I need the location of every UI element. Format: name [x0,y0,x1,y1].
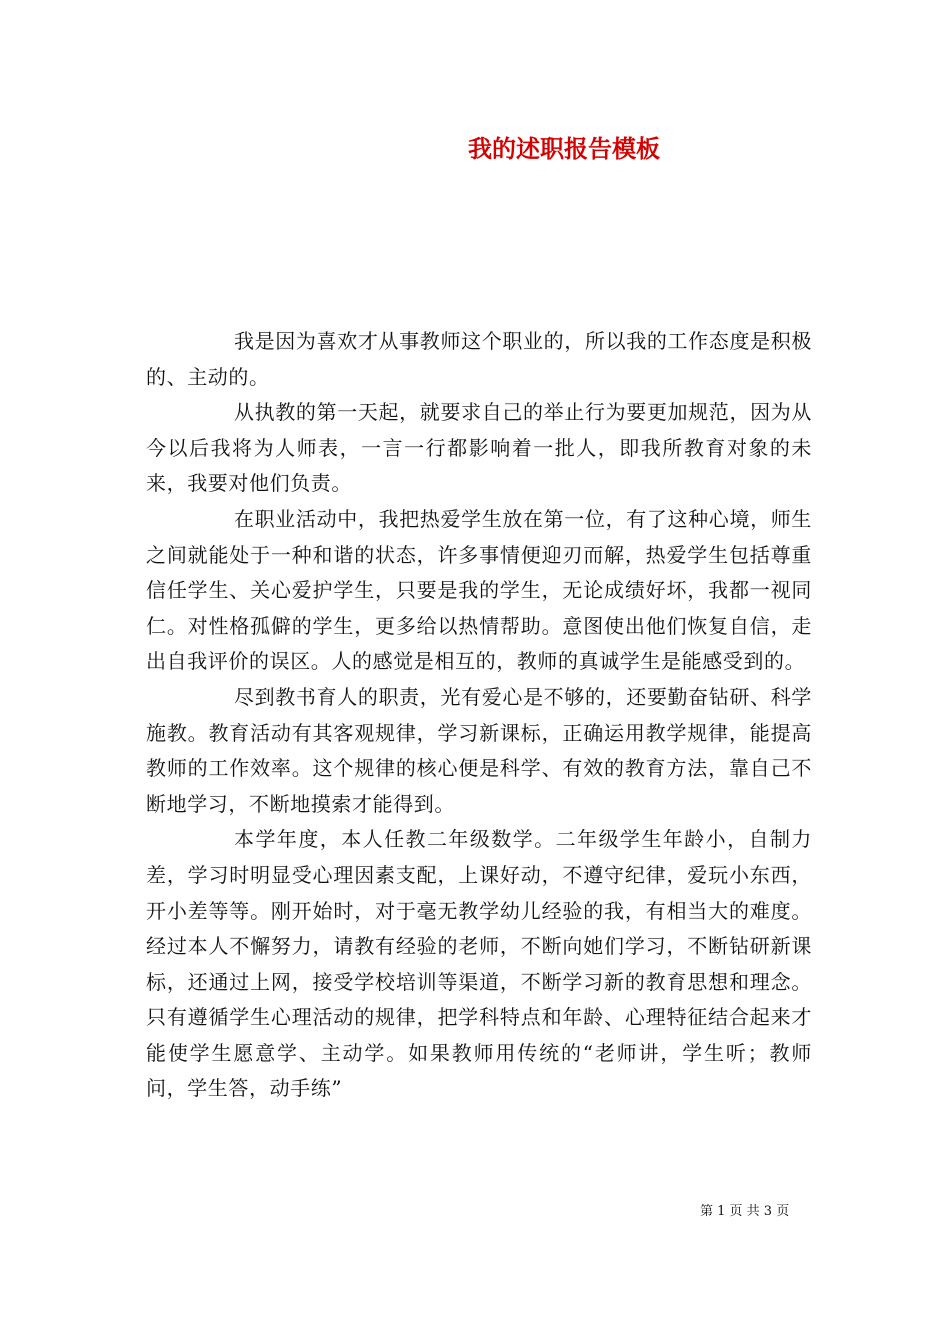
paragraph-4: 尽到教书育人的职责，光有爱心是不够的，还要勤奋钻研、科学施教。教育活动有其客观规律，学习新课标，正确运用教学规律，能提高教师的工作效率。这个规律的核心便是科学、有效的教育方法，靠自己不断地学习，不断地摸索才能得到。 [146,684,812,816]
paragraph-3: 在职业活动中，我把热爱学生放在第一位，有了这种心境，师生之间就能处于一种和谐的状态，许多事情便迎刃而解，热爱学生包括尊重信任学生、关心爱护学生，只要是我的学生，无论成绩好坏，我都一视同仁。对性格孤僻的学生，更多给以热情帮助。意图使出他们恢复自信，走出自我评价的误区。人的感觉是相互的，教师的真诚学生是能感受到的。 [146,506,812,674]
document-title: 我的述职报告模板 [468,134,660,163]
paragraph-2: 从执教的第一天起，就要求自己的举止行为要更加规范，因为从今以后我将为人师表，一言一行都影响着一批人，即我所教育对象的未来，我要对他们负责。 [146,400,812,496]
page-number-footer: 第 1 页 共 3 页 [700,1204,790,1219]
document-body [146,324,812,1107]
paragraph-1: 我是因为喜欢才从事教师这个职业的，所以我的工作态度是积极的、主动的。 [146,329,812,389]
paragraph-5: 本学年度，本人任教二年级数学。二年级学生年龄小，自制力差，学习时明显受心理因素支配，上课好动，不遵守纪律，爱玩小东西，开小差等等。刚开始时，对于毫无教学幼儿经验的我，有相当大的难度。经过本人不懈努力，请教有经验的老师，不断向她们学习，不断钻研新课标，还通过上网，接受学校培训等渠道，不断学习新的教育思想和理念。只有遵循学生心理活动的规律，把学科特点和年龄、心理特征结合起来才能使学生愿意学、主动学。如果教师用传统的“老师讲，学生听；教师问，学生答，动手练” [146,827,812,1101]
